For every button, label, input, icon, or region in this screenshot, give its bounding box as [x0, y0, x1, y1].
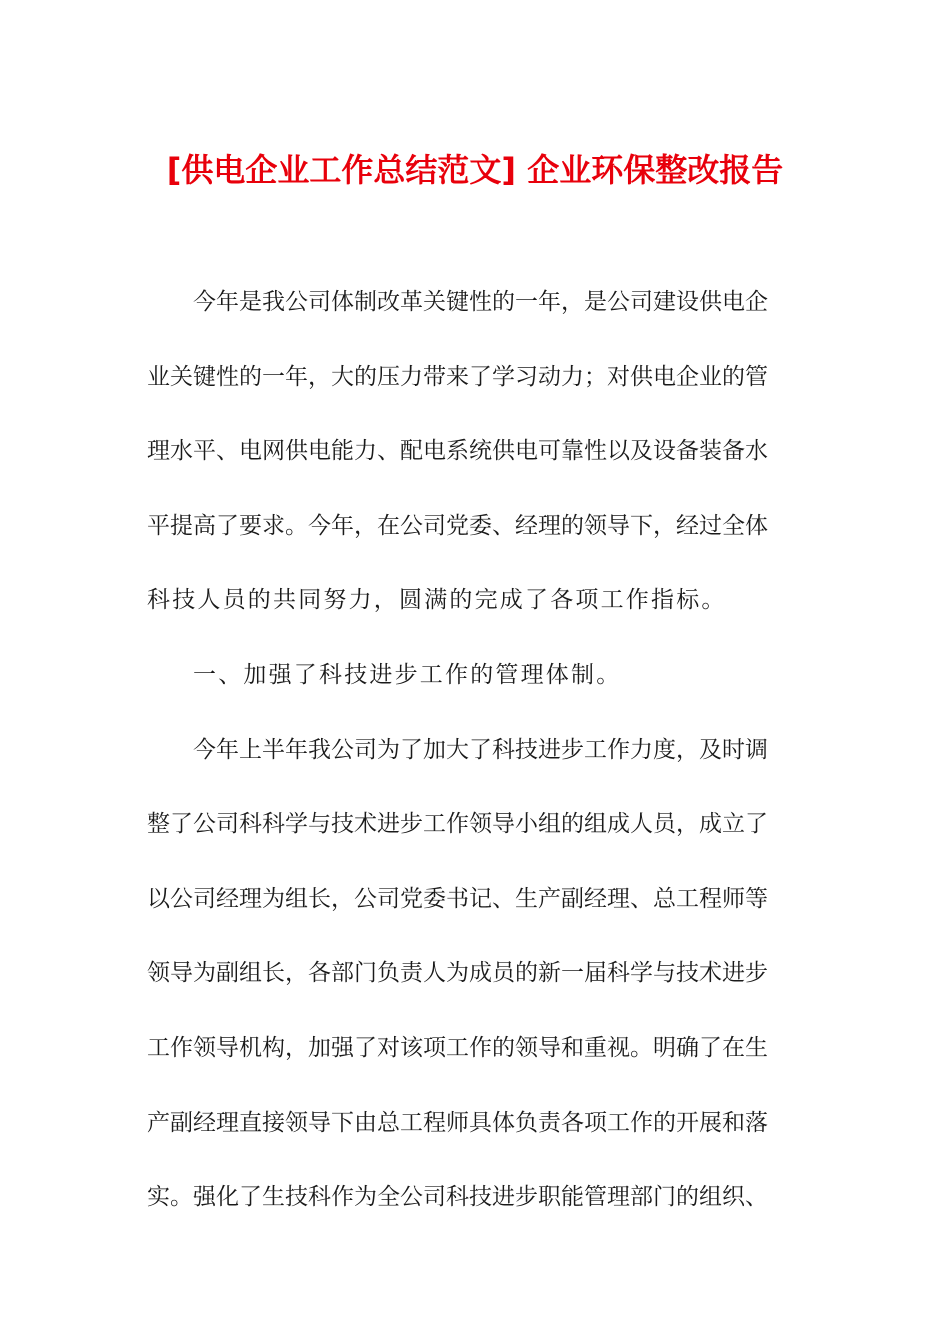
document-title: [供电企业工作总结范文] 企业环保整改报告 — [166, 151, 784, 189]
paragraph-line: 领导为副组长，各部门负责人为成员的新一届科学与技术进步 — [147, 960, 768, 987]
paragraph-line: 今年上半年我公司为了加大了科技进步工作力度，及时调 — [193, 736, 768, 763]
paragraph-line: 科技人员的共同努力，圆满的完成了各项工作指标。 — [147, 587, 727, 614]
paragraph-line: 平提高了要求。今年，在公司党委、经理的领导下，经过全体 — [147, 512, 768, 539]
paragraph-line: 今年是我公司体制改革关键性的一年，是公司建设供电企 — [193, 289, 768, 315]
paragraph-line: 理水平、电网供电能力、配电系统供电可靠性以及设备装备水 — [147, 438, 768, 465]
paragraph-line: 实。强化了生技科作为全公司科技进步职能管理部门的组织、 — [147, 1184, 768, 1211]
paragraph-line: 以公司经理为组长，公司党委书记、生产副经理、总工程师等 — [147, 885, 768, 912]
document-body — [147, 282, 793, 1252]
section-heading: 一、加强了科技进步工作的管理体制。 — [193, 661, 622, 688]
paragraph-line: 产副经理直接领导下由总工程师具体负责各项工作的开展和落 — [147, 1109, 768, 1136]
paragraph-line: 工作领导机构，加强了对该项工作的领导和重视。明确了在生 — [147, 1034, 768, 1061]
paragraph-line: 整了公司科科学与技术进步工作领导小组的组成人员，成立了 — [147, 811, 768, 838]
paragraph-line: 业关键性的一年，大的压力带来了学习动力；对供电企业的管 — [147, 363, 768, 390]
